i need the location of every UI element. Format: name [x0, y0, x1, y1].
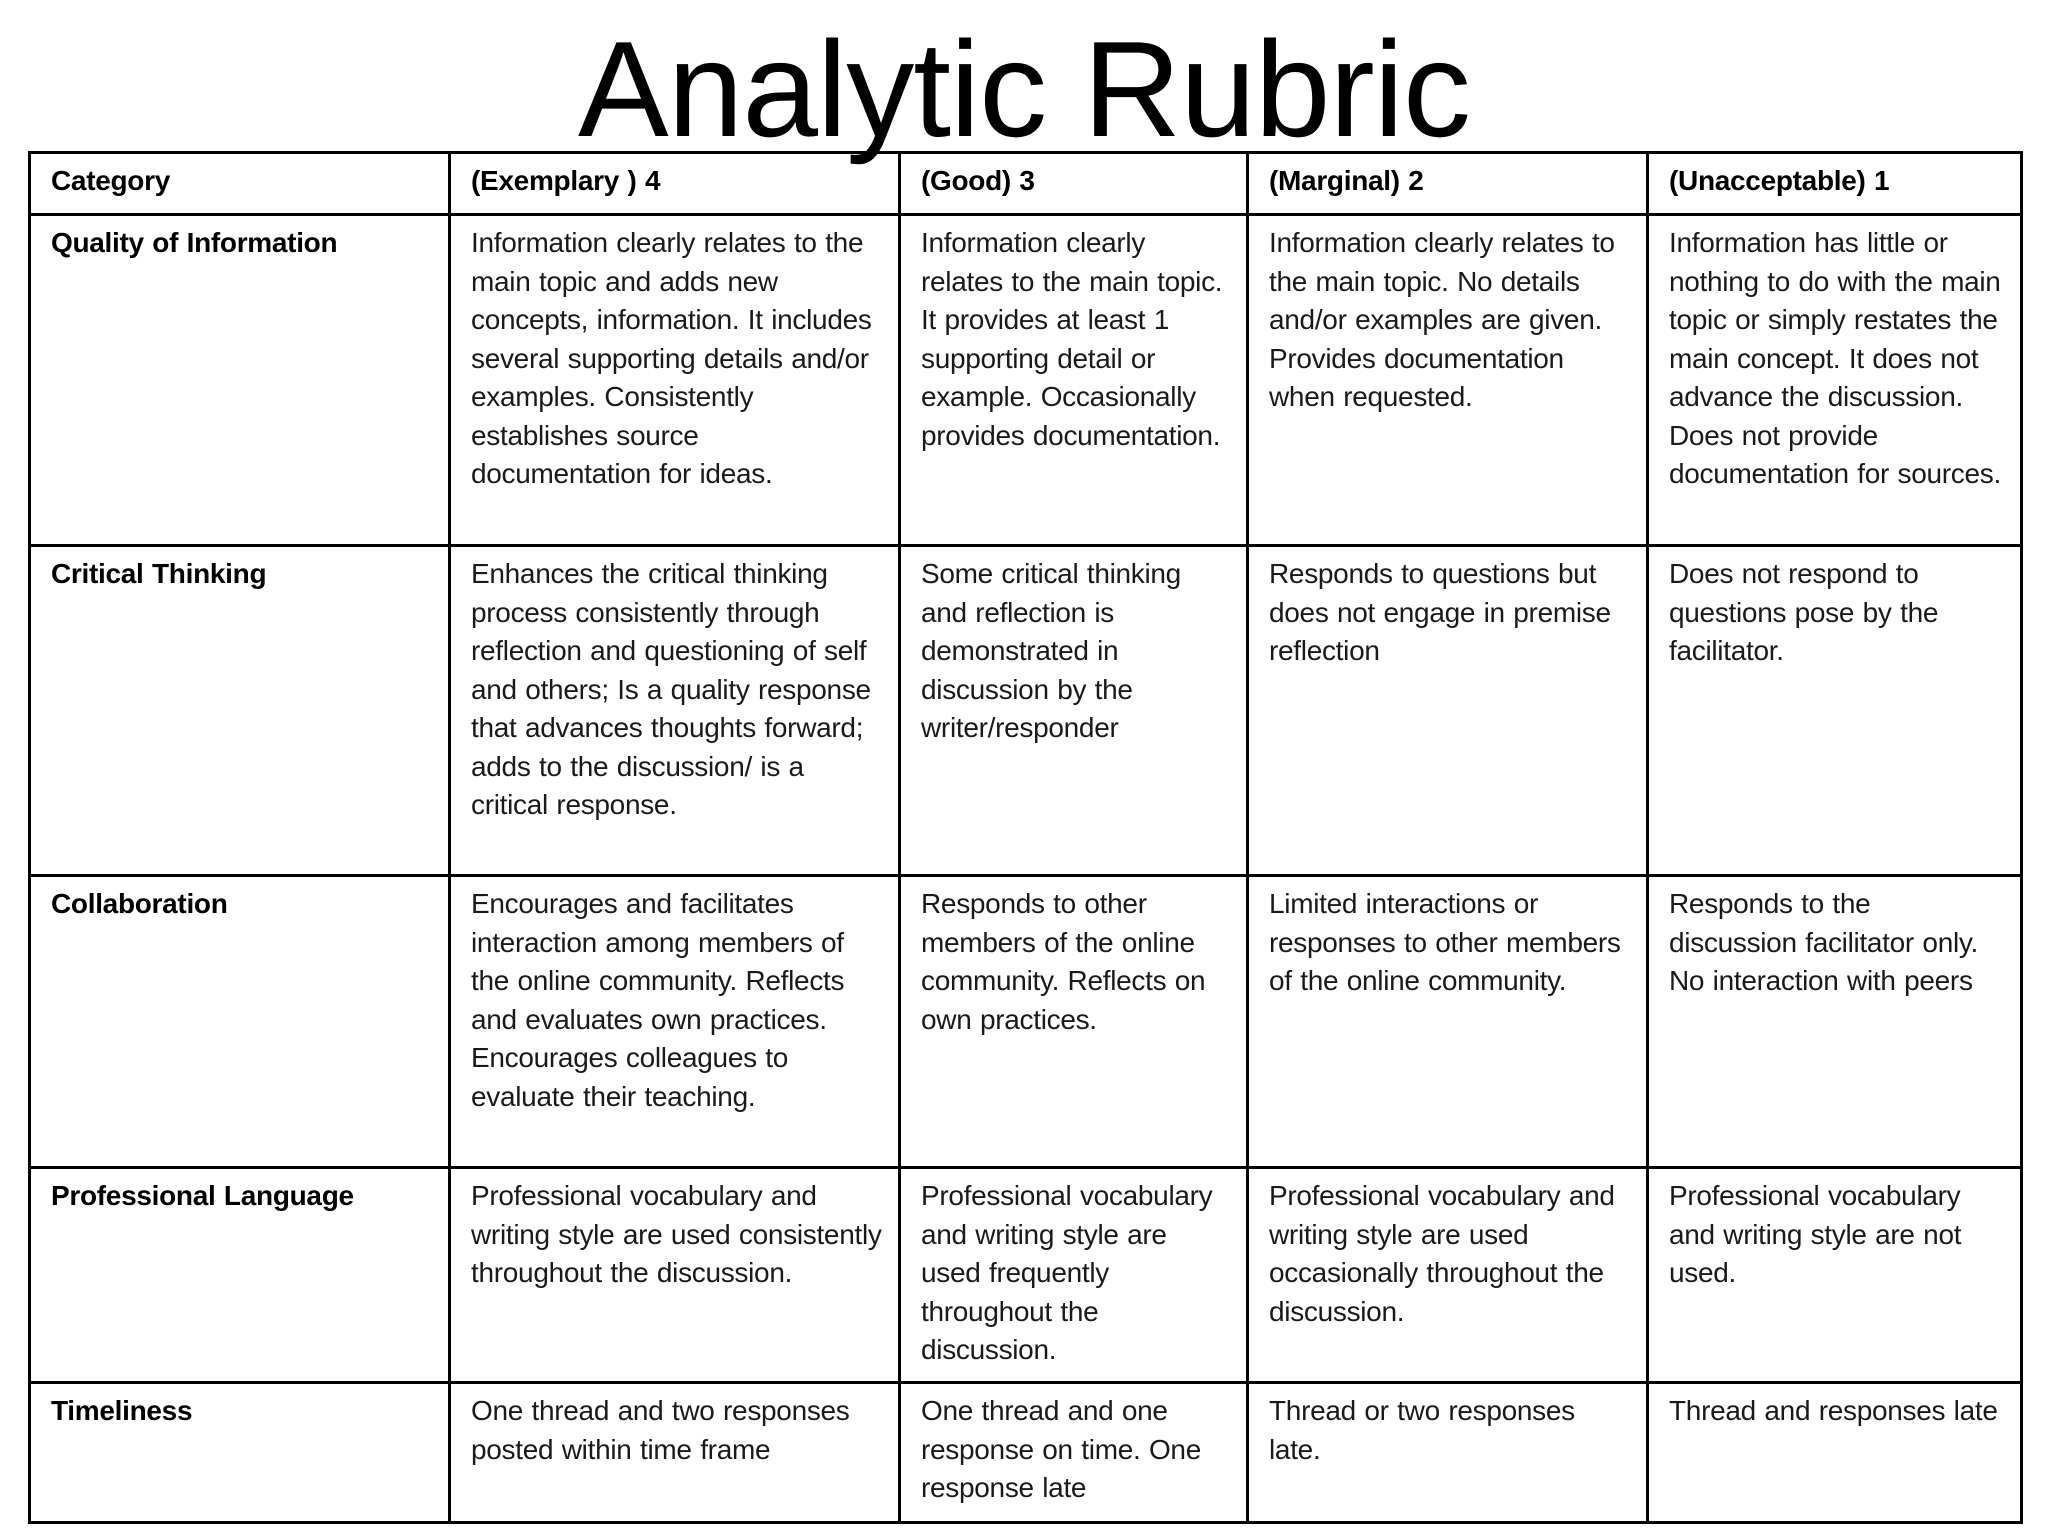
- table-row: [30, 1383, 2022, 1523]
- criterion-cell-unacceptable: Information has little or nothing to do with the main topic or simply restates the main concept. It does not advance the discussion. Does not provide documentation for sources.: [1648, 215, 2022, 546]
- criterion-cell-good: One thread and one response on time. One response late: [900, 1383, 1248, 1523]
- criterion-cell-unacceptable: Professional vocabulary and writing style are not used.: [1648, 1168, 2022, 1383]
- criterion-cell-good: Professional vocabulary and writing style are used frequently throughout the discussion.: [900, 1168, 1248, 1383]
- criterion-cell-unacceptable: Does not respond to questions pose by the facilitator.: [1648, 546, 2022, 876]
- criterion-cell-exemplary: Encourages and facilitates interaction among members of the online community. Reflects and evaluates own practices. Encourages colleagues to evaluate their teaching.: [450, 876, 900, 1168]
- table-row: [30, 215, 2022, 546]
- header-exemplary: (Exemplary ) 4: [450, 153, 900, 215]
- criterion-cell-exemplary: Enhances the critical thinking process consistently through reflection and questioning of self and others; Is a quality response that advances thoughts forward; adds to the discussion/ is a critical response.: [450, 546, 900, 876]
- row-category-label: Timeliness: [30, 1383, 450, 1523]
- row-category-label: Collaboration: [30, 876, 450, 1168]
- header-category: Category: [30, 153, 450, 215]
- criterion-cell-exemplary: Professional vocabulary and writing style are used consistently throughout the discussion.: [450, 1168, 900, 1383]
- table-row: [30, 876, 2022, 1168]
- criterion-cell-unacceptable: Thread and responses late: [1648, 1383, 2022, 1523]
- criterion-cell-marginal: Responds to questions but does not engage in premise reflection: [1248, 546, 1648, 876]
- page-title: Analytic Rubric: [578, 13, 1470, 165]
- rubric-table: [28, 151, 2023, 1524]
- row-category-label: Critical Thinking: [30, 546, 450, 876]
- table-row: [30, 1168, 2022, 1383]
- header-good: (Good) 3: [900, 153, 1248, 215]
- criterion-cell-good: Responds to other members of the online community. Reflects on own practices.: [900, 876, 1248, 1168]
- row-category-label: Professional Language: [30, 1168, 450, 1383]
- header-unacceptable: (Unacceptable) 1: [1648, 153, 2022, 215]
- criterion-cell-exemplary: Information clearly relates to the main topic and adds new concepts, information. It includes several supporting details and/or examples. Consistently establishes source documentation for ideas.: [450, 215, 900, 546]
- criterion-cell-marginal: Limited interactions or responses to other members of the online community.: [1248, 876, 1648, 1168]
- criterion-cell-marginal: Information clearly relates to the main topic. No details and/or examples are given. Provides documentation when requested.: [1248, 215, 1648, 546]
- header-marginal: (Marginal) 2: [1248, 153, 1648, 215]
- row-category-label: Quality of Information: [30, 215, 450, 546]
- criterion-cell-exemplary: One thread and two responses posted within time frame: [450, 1383, 900, 1523]
- table-row: [30, 546, 2022, 876]
- criterion-cell-good: Some critical thinking and reflection is demonstrated in discussion by the writer/responder: [900, 546, 1248, 876]
- criterion-cell-unacceptable: Responds to the discussion facilitator only. No interaction with peers: [1648, 876, 2022, 1168]
- criterion-cell-marginal: Thread or two responses late.: [1248, 1383, 1648, 1523]
- criterion-cell-good: Information clearly relates to the main topic. It provides at least 1 supporting detail or example. Occasionally provides documentation.: [900, 215, 1248, 546]
- criterion-cell-marginal: Professional vocabulary and writing style are used occasionally throughout the discussion.: [1248, 1168, 1648, 1383]
